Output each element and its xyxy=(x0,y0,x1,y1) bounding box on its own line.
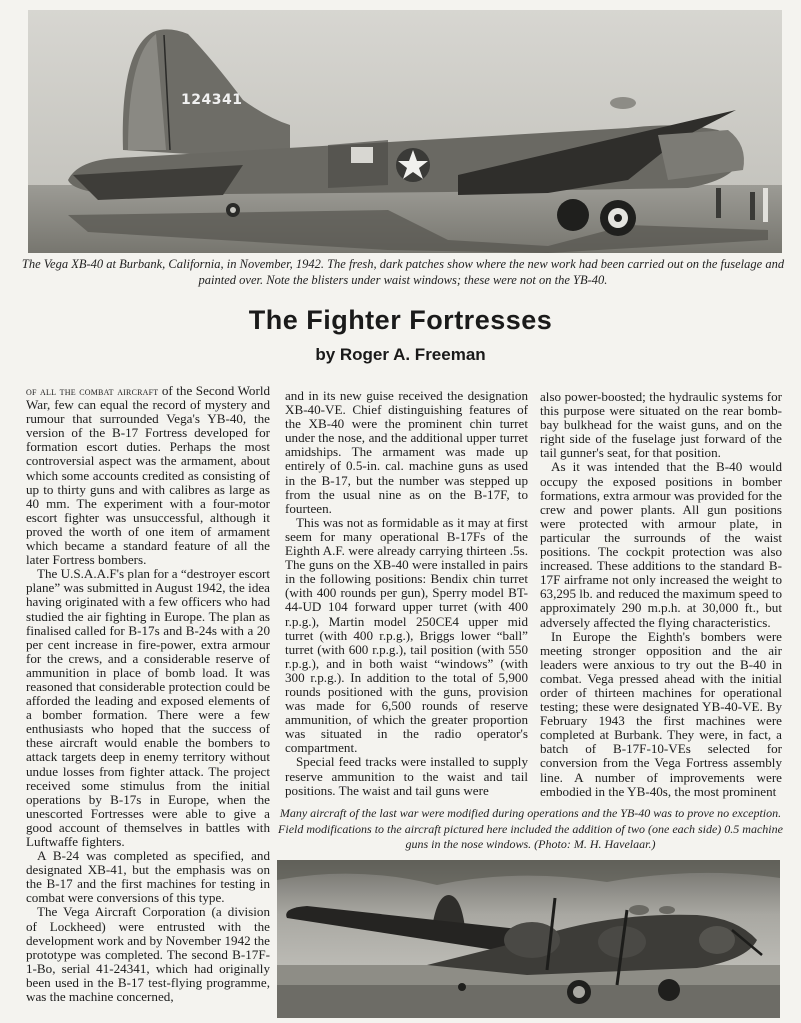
article-column-3 xyxy=(540,390,782,799)
lead-smallcaps: of all the combat aircraft xyxy=(26,384,159,398)
paragraph: Special feed tracks were installed to supply reserve ammunition to the waist and tail positions. The waist and tail guns were xyxy=(285,754,528,798)
paragraph: also power-boosted; the hydraulic systems for this purpose were situated on the rear bomb-bay bulkhead for the waist guns, and on the right side of the fuselage just forward of the tail gunner's seat, for that position. xyxy=(540,389,782,461)
xb40-photo-graphic xyxy=(28,10,782,253)
bottom-photo-caption: Many aircraft of the last war were modified during operations and the YB-40 was to prove no exception. Field modifications to the aircraft pictured here included the addition of two (one each side) 0.5 machine guns in the nose windows. (Photo: M. H. Havelaar.) xyxy=(278,806,783,851)
tail-serial-number: 124341 xyxy=(181,92,243,108)
paragraph: A B-24 was completed as specified, and designated XB-41, but the emphasis was on the B-17 and the first machines for testing in combat were conversions of this type. xyxy=(26,848,270,906)
paragraph: and in its new guise received the designation XB-40-VE. Chief distinguishing features of the XB-40 were the prominent chin turret under the nose, and the additional upper turret amidships. The armament was made up entirely of 0.5-in. cal. machine guns as used in the B-17, but the number was stepped up from the usual nine as on the B-17F, to fourteen. xyxy=(285,388,528,516)
article-title: The Fighter Fortresses xyxy=(248,305,553,335)
paragraph: The U.S.A.A.F's plan for a “destroyer escort plane” was submitted in August 1942, the idea having originated with a few officers who had studied the air fighting in Europe. The plan as finalised called for B-17s and B-24s with a 20 per cent increase in fire-power, extra armour for the crews, and a considerable reserve of ammunition in place of bomb load. It was reasoned that considerable protection could be afforded the leading and exposed elements of a bomber formation. There were a few enthusiasts who hoped that the success of these aircraft would enable the bombers to attack targets deep in enemy territory without undue losses from fighter attack. The project received some stimulus from the initial operations by B-17s in Europe, when the unescorted Fortresses were able to give a good account of themselves in battles with Luftwaffe fighters. xyxy=(26,566,270,849)
paragraph: In Europe the Eighth's bombers were meeting stronger opposition and the air leaders were anxious to try out the B-40 in combat. Vega pressed ahead with the initial order of thirteen machines for operational testing; these were designated YB-40-VE. By February 1943 the first machines were completed at Burbank. They were, in fact, a batch of B-17F-10-VEs selected for conversion from the Vega Fortress assembly line. A number of improvements were embodied in the YB-40s, the most prominent xyxy=(540,628,782,799)
article-column-1 xyxy=(26,384,270,1004)
article-column-2 xyxy=(285,389,528,798)
bottom-photo-yb40 xyxy=(277,860,780,1018)
paragraph-text: of the Second World War, few can equal the record of mystery and rumour that surrounded Vega's YB-40, the version of the B-17 Fortress developed for formation escort duties. Perhaps the most controversial aspect was the armament, about which some accounts credited as consisting of up to thirty guns and with calibres as large as 40 mm. The experiment with a four-motor escort fighter was unsuccessful, although it proved the worth of one item of armament which became a standard feature of all the later Fortress bombers. xyxy=(26,383,271,568)
article-byline: by Roger A. Freeman xyxy=(315,345,486,364)
paragraph xyxy=(26,384,270,567)
top-photo-xb40 xyxy=(28,10,782,253)
paragraph: The Vega Aircraft Corporation (a division of Lockheed) were entrusted with the development work and by November 1942 the prototype was completed. The second B-17F-1-Bo, serial 41-24341, which had originally been used in the B-17 test-flying programme, was the machine concerned, xyxy=(26,904,270,1005)
top-photo-caption: The Vega XB-40 at Burbank, California, in November, 1942. The fresh, dark patches show where the new work had been carried out on the fuselage and painted over. Note the blisters under waist windows; these were not on the YB-40. xyxy=(21,257,785,287)
paragraph: This was not as formidable as it may at first seem for many operational B-17Fs of the Eighth A.F. were already carrying thirteen .5s. The guns on the XB-40 were installed in pairs in the following positions: Bendix chin turret (with 400 rounds per gun), Sperry model BT-44-UD 104 forward upper turret (with 400 r.p.g.), Martin model 250CE4 upper mid turret (with 400 r.p.g.), Briggs lower “ball” turret (with 600 r.p.g.), tail position (with 550 r.p.g.), and in both waist “windows” (with 300 r.p.g.). In addition to the total of 5,900 rounds positioned with the guns, provision was made for 6,500 rounds of reserve ammunition, of which the greater proportion was situated in the radio operator's compartment. xyxy=(285,514,528,756)
paragraph: As it was intended that the B-40 would occupy the exposed positions in bomber formations, extra armour was provided for the crew and power plants. All gun positions were protected with armour plate, in particular the surrounds of the waist positions. The cockpit protection was also increased. These additions to the standard B-17F airframe not only increased the weight to 63,295 lb. and reduced the maximum speed to approximately 290 m.p.h. at 30,000 ft., but adversely affected the flying characteristics. xyxy=(540,459,782,630)
yb40-photo-graphic xyxy=(277,860,780,1018)
